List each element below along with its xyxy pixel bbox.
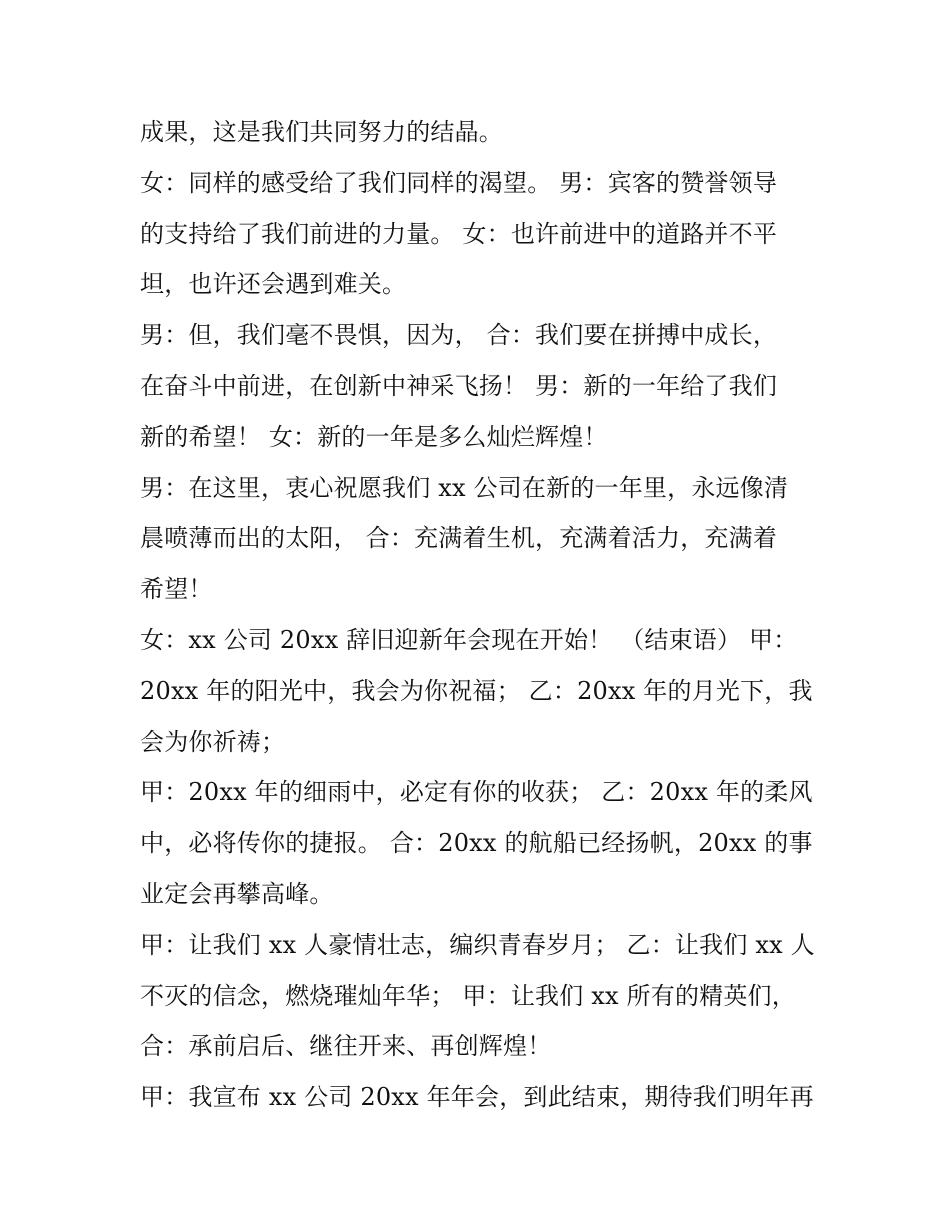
text-line: 会为你祈祷；: [140, 727, 286, 756]
text-line: 新的希望！ 女：新的一年是多么灿烂辉煌！: [140, 422, 608, 451]
text-line: 男：但，我们毫不畏惧，因为， 合：我们要在拼搏中成长，: [140, 321, 778, 350]
text-line: 甲：我宣布 xx 公司 20xx 年年会，到此结束，期待我们明年再: [140, 1083, 814, 1112]
document-body: [140, 107, 820, 1123]
text-line: 女：同样的感受给了我们同样的渴望。 男：宾客的赞誉领导: [140, 168, 778, 197]
text-line: 不灭的信念，燃烧璀灿年华； 甲：让我们 xx 所有的精英们，: [140, 981, 796, 1010]
text-line: 晨喷薄而出的太阳， 合：充满着生机，充满着活力，充满着: [140, 524, 778, 553]
text-line: 在奋斗中前进，在创新中神采飞扬！ 男：新的一年给了我们: [140, 371, 778, 400]
text-line: 的支持给了我们前进的力量。 女：也许前进中的道路并不平: [140, 219, 778, 248]
text-line: 坦，也许还会遇到难关。: [140, 270, 407, 299]
text-line: 业定会再攀高峰。: [140, 879, 334, 908]
text-line: 希望！: [140, 575, 213, 604]
text-line: 甲：20xx 年的细雨中，必定有你的收获； 乙：20xx 年的柔风: [140, 778, 813, 807]
text-line: 女：xx 公司 20xx 辞旧迎新年会现在开始！ （结束语） 甲：: [140, 625, 798, 654]
text-line: 中，必将传你的捷报。 合：20xx 的航船已经扬帆，20xx 的事: [140, 829, 813, 858]
text-line: 20xx 年的阳光中，我会为你祝福； 乙：20xx 年的月光下，我: [140, 676, 813, 705]
text-line: 合：承前启后、继往开来、再创辉煌！: [140, 1032, 552, 1061]
text-line: 男：在这里，衷心祝愿我们 xx 公司在新的一年里，永远像清: [140, 473, 789, 502]
text-line: 成果，这是我们共同努力的结晶。: [140, 118, 503, 146]
text-line: 甲：让我们 xx 人豪情壮志，编织青春岁月； 乙：让我们 xx 人: [140, 930, 815, 959]
